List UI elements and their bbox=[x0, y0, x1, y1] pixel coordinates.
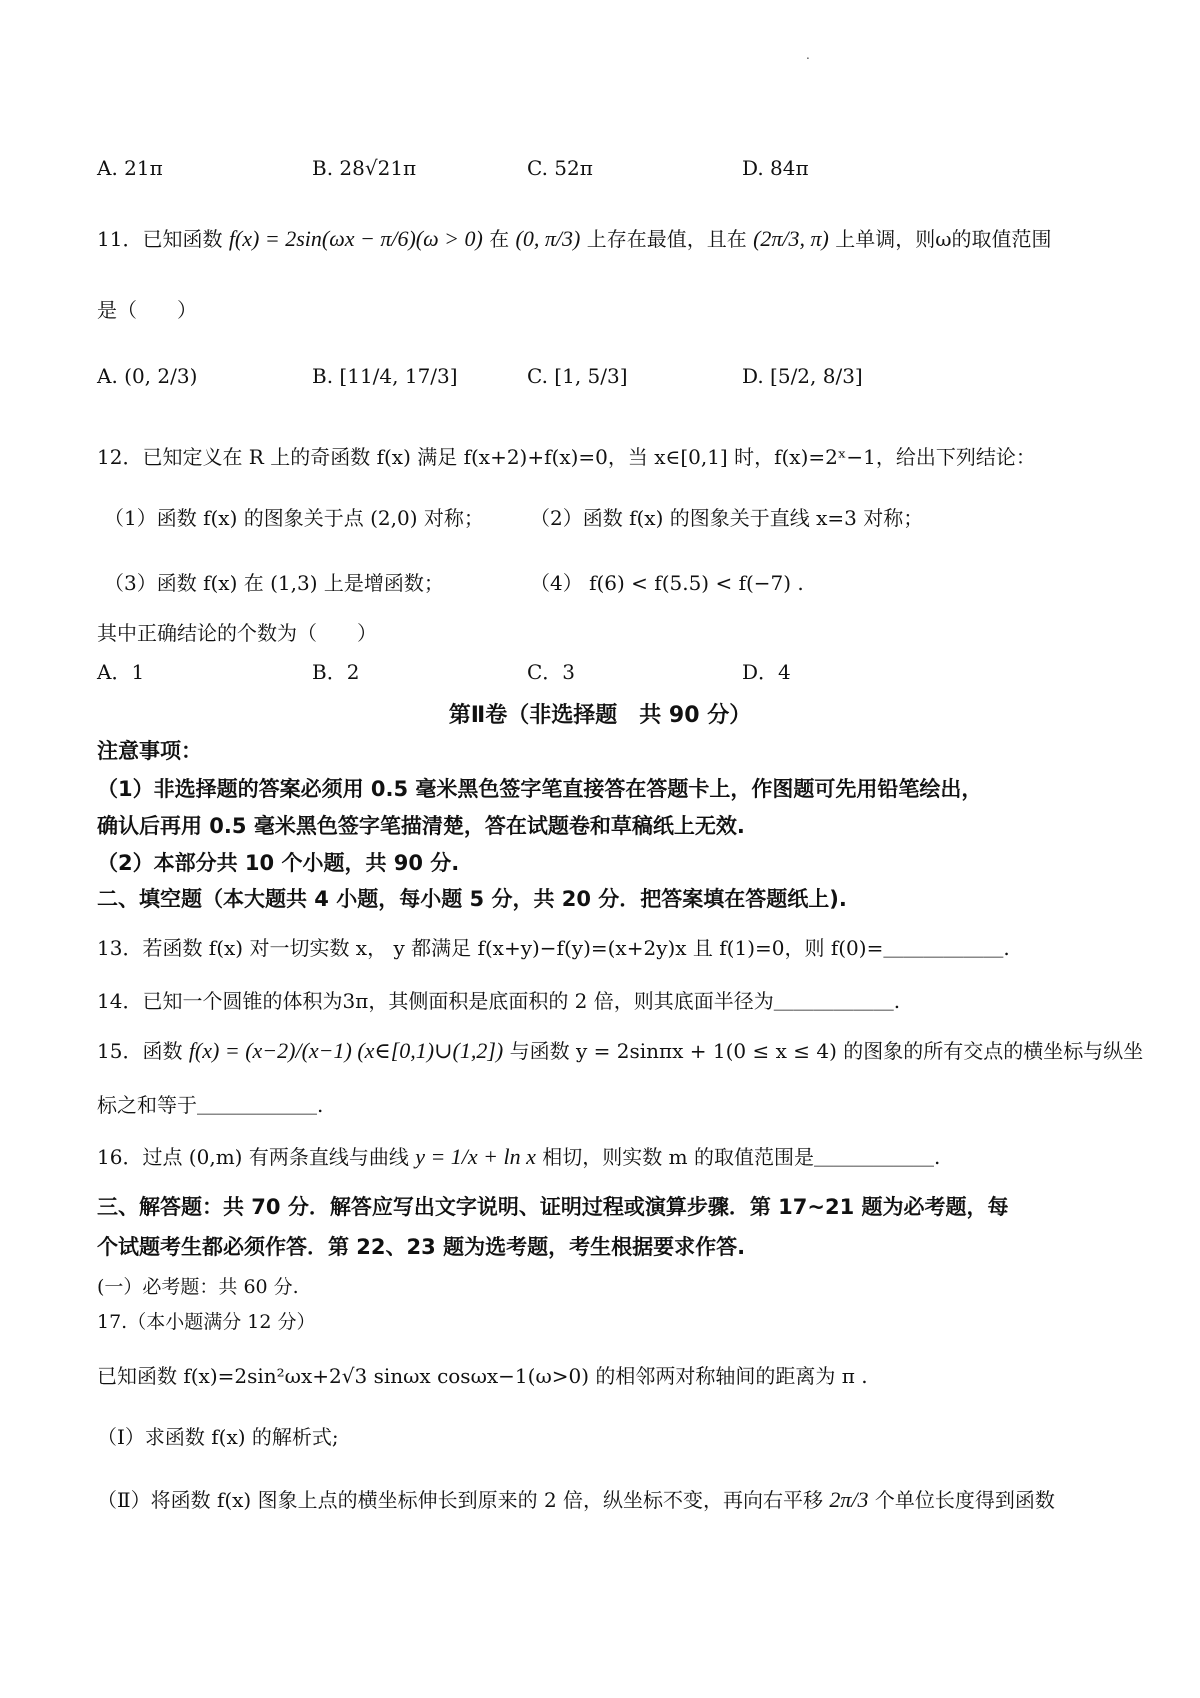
scan-dot: . bbox=[806, 48, 810, 62]
q12-option-c: C．3 bbox=[527, 660, 576, 684]
q11-in: 在 bbox=[489, 227, 510, 251]
q11-prefix: 11．已知函数 bbox=[97, 227, 223, 251]
section-3-line-1: 三、解答题：共 70 分．解答应写出文字说明、证明过程或演算步骤．第 17~21 题为必考题，每 bbox=[97, 1195, 1009, 1219]
q11-option-a: A. (0, 2/3) bbox=[97, 364, 198, 388]
q11-option-c: C. [1, 5/3] bbox=[527, 364, 628, 388]
q17-part-2 bbox=[97, 1489, 1055, 1511]
q16-curve: y = 1/x + ln x bbox=[415, 1144, 536, 1169]
q17-head: 17.（本小题满分 12 分） bbox=[97, 1311, 316, 1333]
q17-part-2-suffix: 个单位长度得到函数 bbox=[874, 1488, 1055, 1512]
q11-mid: 上存在最值，且在 bbox=[586, 227, 747, 251]
q17-part-2-prefix: （Ⅱ）将函数 f(x) 图象上点的横坐标伸长到原来的 2 倍，纵坐标不变，再向右平移 bbox=[97, 1488, 824, 1512]
q12-option-b: B．2 bbox=[312, 660, 360, 684]
q15-function: f(x) = (x−2)/(x−1) (x∈[0,1)∪(1,2]) bbox=[188, 1038, 504, 1063]
q11-option-d: D. [5/2, 8/3] bbox=[742, 364, 863, 388]
q10-option-d: D. 84π bbox=[742, 156, 809, 180]
q11-stem bbox=[97, 228, 1052, 250]
q12-conclusion-3: （3）函数 f(x) 在 (1,3) 上是增函数； bbox=[104, 571, 444, 595]
q12-option-d: D．4 bbox=[742, 660, 791, 684]
q12-stem: 12．已知定义在 R 上的奇函数 f(x) 满足 f(x+2)+f(x)=0，当 x∈[0,1] 时，f(x)=2ˣ−1，给出下列结论： bbox=[97, 445, 1036, 469]
section-2-heading: 二、填空题（本大题共 4 小题，每小题 5 分，共 20 分．把答案填在答题纸上). bbox=[97, 887, 847, 911]
q12-conclusion-1: （1）函数 f(x) 的图象关于点 (2,0) 对称； bbox=[104, 506, 484, 530]
q11-function: f(x) = 2sin(ωx − π/6)(ω > 0) bbox=[228, 226, 483, 251]
q12-option-a: A．1 bbox=[97, 660, 145, 684]
q17-part-1: （Ⅰ）求函数 f(x) 的解析式; bbox=[97, 1425, 339, 1449]
notice-2: （2）本部分共 10 个小题，共 90 分. bbox=[97, 851, 460, 875]
required-questions: (一）必考题：共 60 分. bbox=[97, 1276, 299, 1298]
q14: 14．已知一个圆锥的体积为3π，其侧面积是底面积的 2 倍，则其底面半径为＿＿＿＿＿＿. bbox=[97, 989, 901, 1013]
notice-title: 注意事项： bbox=[97, 739, 202, 763]
q10-option-b: B. 28√21π bbox=[312, 156, 417, 180]
q11-line2: 是（ ） bbox=[97, 298, 197, 322]
q10-option-a: A. 21π bbox=[97, 156, 163, 180]
q16-suffix: 相切，则实数 m 的取值范围是＿＿＿＿＿＿. bbox=[542, 1145, 941, 1169]
q10-option-c: C. 52π bbox=[527, 156, 593, 180]
part2-title: 第Ⅱ卷（非选择题 共 90 分） bbox=[448, 703, 752, 728]
q15-line-1 bbox=[97, 1040, 1143, 1062]
section-3-line-2: 个试题考生都必须作答．第 22、23 题为选考题，考生根据要求作答. bbox=[97, 1235, 746, 1259]
notice-1-line-2: 确认后再用 0.5 毫米黑色签字笔描清楚，答在试题卷和草稿纸上无效. bbox=[97, 814, 745, 838]
q16 bbox=[97, 1146, 940, 1168]
q15-prefix: 15．函数 bbox=[97, 1039, 183, 1063]
q15-line-2: 标之和等于＿＿＿＿＿＿. bbox=[97, 1093, 324, 1117]
q12-conclusion-4: （4） f(6) < f(5.5) < f(−7) . bbox=[530, 571, 804, 595]
q13: 13．若函数 f(x) 对一切实数 x， y 都满足 f(x+y)−f(y)=(x+2y)x 且 f(1)=0，则 f(0)=＿＿＿＿＿＿. bbox=[97, 936, 1010, 960]
q11-suffix: 上单调，则ω的取值范围 bbox=[835, 227, 1052, 251]
q17-stem: 已知函数 f(x)=2sin²ωx+2√3 sinωx cosωx−1(ω>0) 的相邻两对称轴间的距离为 π . bbox=[97, 1364, 868, 1388]
q12-question: 其中正确结论的个数为（ ） bbox=[97, 621, 377, 645]
q12-conclusion-2: （2）函数 f(x) 的图象关于直线 x=3 对称； bbox=[530, 506, 924, 530]
q11-option-b: B. [11/4, 17/3] bbox=[312, 364, 458, 388]
q15-suffix: 与函数 y = 2sinπx + 1(0 ≤ x ≤ 4) 的图象的所有交点的横坐标与纵坐 bbox=[509, 1039, 1144, 1063]
q11-interval-1: (0, π/3) bbox=[515, 226, 581, 251]
q16-prefix: 16．过点 (0,m) 有两条直线与曲线 bbox=[97, 1145, 409, 1169]
q11-interval-2: (2π/3, π) bbox=[753, 226, 829, 251]
notice-1-line-1: （1）非选择题的答案必须用 0.5 毫米黑色签字笔直接答在答题卡上，作图题可先用铅笔绘出， bbox=[97, 777, 983, 801]
q17-shift-fraction: 2π/3 bbox=[829, 1487, 869, 1512]
